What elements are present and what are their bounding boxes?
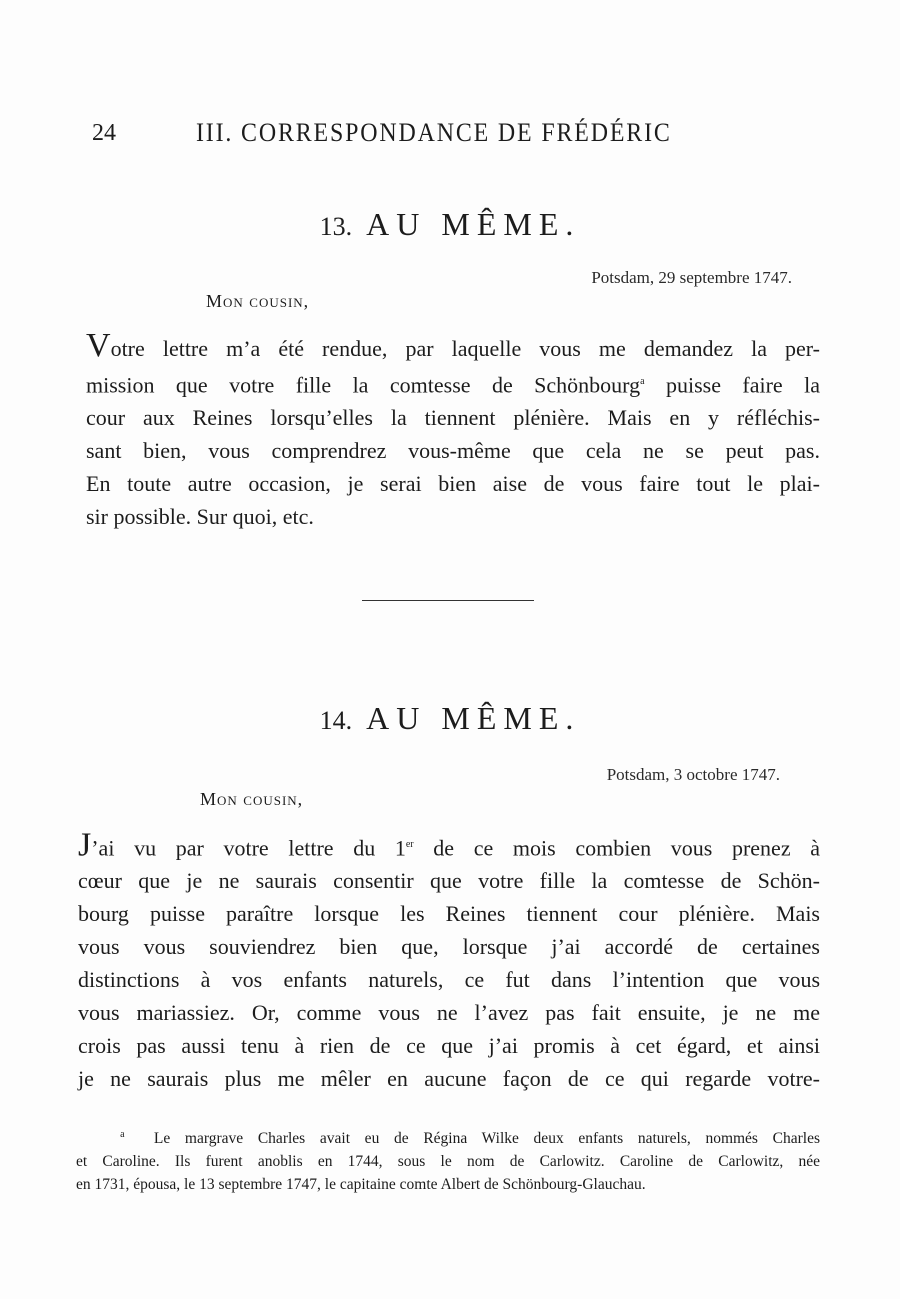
body-line: distinctions à vos enfants naturels, ce fut dans l’intention que vous: [78, 967, 820, 993]
drop-cap: V: [86, 327, 111, 364]
line-text: de ce mois combien vous prenez à: [413, 835, 820, 861]
letter-13-dateline: Potsdam, 29 septembre 1747.: [591, 268, 792, 287]
body-line: crois pas aussi tenu à rien de ce que j’ai promis à cet égard, et ainsi: [78, 1033, 820, 1059]
line-text: otre lettre m’a été rendue, par laquelle vous me demandez la per-: [110, 336, 820, 361]
body-line: je ne saurais plus me mêler en aucune façon de ce qui regarde votre-: [78, 1066, 820, 1092]
page-number: 24: [92, 120, 116, 146]
body-line: sant bien, vous comprendrez vous-même que cela ne se peut pas.: [86, 438, 820, 464]
letter-14-salutation: Mon cousin,: [200, 789, 304, 809]
drop-cap: J: [78, 826, 92, 864]
footnote-marker: a: [120, 1129, 125, 1140]
superscript: er: [405, 839, 414, 850]
footnote-line: en 1731, épousa, le 13 septembre 1747, le capitaine comte Albert de Schönbourg-Glauchau.: [76, 1176, 646, 1194]
letter-14-body: [78, 828, 820, 1095]
letter-14-heading: [0, 700, 900, 737]
footnote-line: et Caroline. Ils furent anoblis en 1744, sous le nom de Carlowitz. Caroline de Carlowitz, née: [76, 1153, 820, 1171]
footnote-ref[interactable]: a: [640, 376, 645, 387]
body-line: [86, 365, 820, 401]
line-text: puisse faire la: [665, 372, 820, 398]
section-divider: [362, 600, 534, 601]
letter-number: 14.: [319, 706, 353, 735]
letter-title: AU MÊME.: [366, 206, 581, 242]
body-line: vous vous souviendrez bien que, lorsque j’ai accordé de certaines: [78, 934, 820, 960]
body-line: En toute autre occasion, je serai bien aise de vous faire tout le plai-: [86, 471, 820, 497]
body-line: vous mariassiez. Or, comme vous ne l’avez pas fait ensuite, je ne me: [78, 1000, 820, 1026]
running-title: III. CORRESPONDANCE DE FRÉDÉRIC: [196, 118, 672, 147]
letter-13-body: [86, 329, 820, 533]
line-text: mission que votre fille la comtesse de Schönbourg: [86, 372, 641, 398]
body-line: bourg puisse paraître lorsque les Reines tiennent cour plénière. Mais: [78, 901, 820, 927]
line-text: Le margrave Charles avait eu de Régina Wilke deux enfants naturels, nommés Charles: [153, 1130, 820, 1148]
letter-title: AU MÊME.: [366, 700, 581, 736]
letter-number: 13.: [319, 212, 353, 241]
body-line: cour aux Reines lorsqu’elles la tiennent plénière. Mais en y réfléchis-: [86, 405, 820, 431]
body-line: sir possible. Sur quoi, etc.: [86, 504, 314, 530]
letter-13-salutation: Mon cousin,: [206, 291, 310, 311]
line-text: ’ai vu par votre lettre du 1: [91, 835, 406, 861]
body-line: [86, 329, 820, 365]
body-line: cœur que je ne saurais consentir que votre fille la comtesse de Schön-: [78, 868, 820, 894]
footnote: [76, 1123, 820, 1196]
footnote-line: [76, 1123, 820, 1150]
body-line: [78, 828, 820, 864]
letter-13-heading: [0, 206, 900, 243]
letter-14-dateline: Potsdam, 3 octobre 1747.: [606, 765, 780, 784]
